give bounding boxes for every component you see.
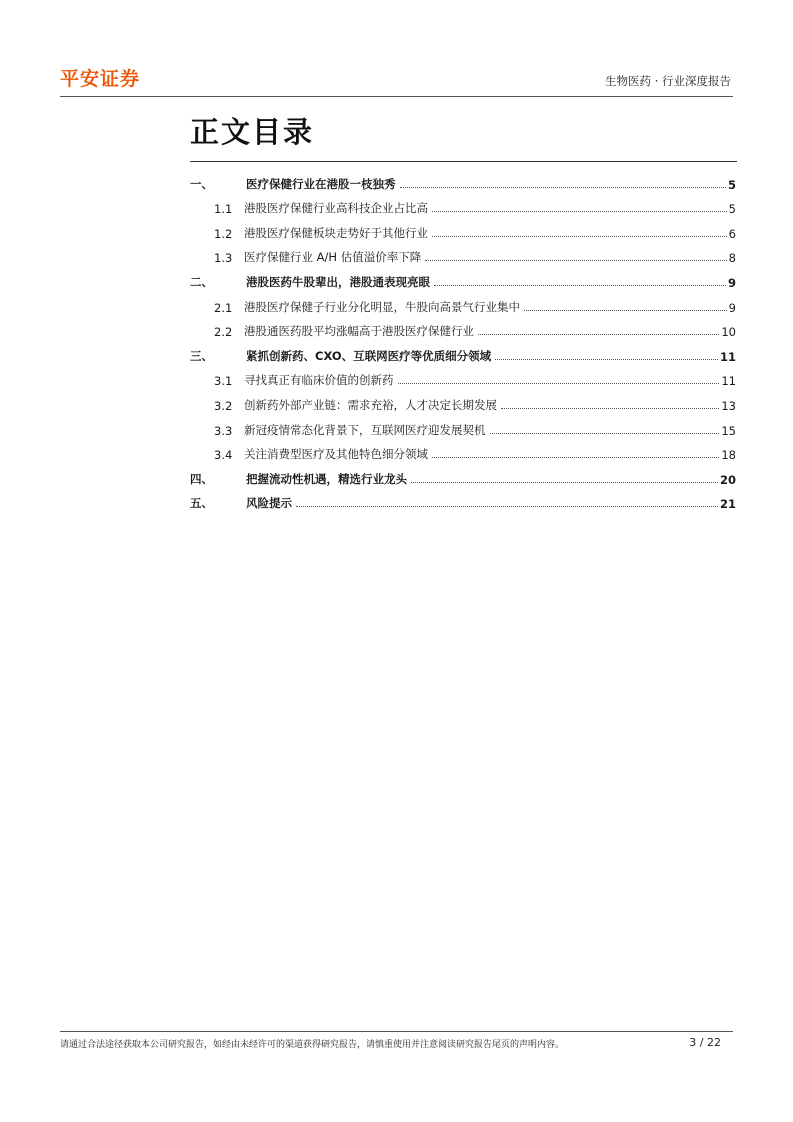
toc-entry-title: 医疗保健行业在港股一枝独秀 — [246, 176, 396, 191]
toc-entry-title: 港股通医药股平均涨幅高于港股医疗保健行业 — [244, 324, 474, 339]
toc-entry-number: 二、 — [190, 274, 213, 289]
toc-entry-page: 20 — [719, 472, 736, 487]
toc-dot-leader — [495, 358, 718, 360]
toc-section-entry[interactable] — [190, 364, 736, 389]
toc-section-entry[interactable] — [190, 438, 736, 463]
toc-entry-number: 五、 — [190, 496, 213, 511]
toc-entry-number: 2.2 — [214, 325, 233, 340]
toc-dot-leader — [296, 505, 718, 507]
toc-entry-number: 3.4 — [214, 448, 233, 463]
toc-entry-title: 关注消费型医疗及其他特色细分领域 — [244, 447, 428, 462]
table-of-contents — [190, 167, 736, 511]
toc-entry-number: 四、 — [190, 471, 213, 486]
toc-entry-title: 港股医疗保健板块走势好于其他行业 — [244, 225, 428, 240]
toc-entry-page: 5 — [727, 177, 736, 192]
toc-entry-page: 18 — [721, 448, 736, 463]
toc-entry-page: 10 — [721, 325, 736, 340]
toc-entry-title: 创新药外部产业链：需求充裕，人才决定长期发展 — [244, 397, 497, 412]
toc-dot-leader — [411, 481, 718, 483]
toc-section-entry[interactable] — [190, 388, 736, 413]
toc-entry-page: 13 — [721, 398, 736, 413]
toc-entry-page: 6 — [728, 226, 736, 241]
toc-section-entry[interactable] — [190, 315, 736, 340]
toc-entry-page: 9 — [728, 300, 736, 315]
toc-entry-title: 港股医药牛股辈出，港股通表现亮眼 — [246, 274, 430, 289]
toc-entry-number: 1.2 — [214, 226, 233, 241]
toc-dot-leader — [501, 407, 719, 409]
toc-entry-page: 21 — [719, 497, 736, 512]
toc-dot-leader — [400, 186, 726, 188]
toc-entry-number: 3.3 — [214, 423, 233, 438]
toc-dot-leader — [478, 333, 719, 335]
toc-entry-number: 三、 — [190, 348, 213, 363]
toc-dot-leader — [432, 456, 719, 458]
toc-entry-number: 3.2 — [214, 398, 233, 413]
toc-section-entry[interactable] — [190, 192, 736, 217]
header-divider — [60, 96, 733, 97]
toc-entry-page: 9 — [727, 275, 736, 290]
toc-entry-number: 1.3 — [214, 251, 233, 266]
toc-entry-number: 1.1 — [214, 202, 233, 217]
toc-entry-title: 医疗保健行业 A/H 估值溢价率下降 — [244, 250, 422, 265]
toc-entry-number: 2.1 — [214, 300, 233, 315]
toc-chapter-entry[interactable] — [190, 339, 736, 364]
toc-entry-page: 5 — [728, 202, 736, 217]
toc-dot-leader — [425, 259, 726, 261]
toc-section-entry[interactable] — [190, 216, 736, 241]
toc-chapter-entry[interactable] — [190, 462, 736, 487]
toc-chapter-entry[interactable] — [190, 167, 736, 192]
toc-entry-title: 风险提示 — [246, 496, 292, 511]
toc-entry-title: 港股医疗保健行业高科技企业占比高 — [244, 201, 428, 216]
toc-entry-page: 8 — [728, 251, 736, 266]
toc-entry-page: 11 — [719, 349, 736, 364]
toc-entry-title: 港股医疗保健子行业分化明显，牛股向高景气行业集中 — [244, 299, 520, 314]
toc-dot-leader — [432, 210, 727, 212]
toc-top-divider — [190, 161, 737, 162]
toc-section-entry[interactable] — [190, 290, 736, 315]
toc-chapter-entry[interactable] — [190, 265, 736, 290]
toc-entry-title: 把握流动性机遇，精选行业龙头 — [246, 471, 407, 486]
footer-divider — [60, 1031, 733, 1032]
footer-disclaimer: 请通过合法途径获取本公司研究报告，如经由未经许可的渠道获得研究报告，请慎重使用并注意阅读研究报告尾页的声明内容。 — [60, 1040, 565, 1050]
page-title: 正文目录 — [190, 115, 315, 149]
toc-dot-leader — [524, 309, 727, 311]
toc-section-entry[interactable] — [190, 241, 736, 266]
report-category: 生物医药 · 行业深度报告 — [605, 74, 731, 88]
toc-dot-leader — [432, 235, 727, 237]
toc-entry-page: 15 — [721, 423, 736, 438]
toc-entry-title: 寻找真正有临床价值的创新药 — [244, 373, 394, 388]
toc-dot-leader — [398, 382, 720, 384]
toc-chapter-entry[interactable] — [190, 487, 736, 512]
toc-section-entry[interactable] — [190, 413, 736, 438]
toc-entry-title: 新冠疫情常态化背景下，互联网医疗迎发展契机 — [244, 422, 486, 437]
toc-entry-title: 紧抓创新药、CXO、互联网医疗等优质细分领域 — [246, 348, 492, 363]
page-number: 3 / 22 — [689, 1036, 721, 1049]
company-logo: 平安证券 — [60, 68, 141, 90]
toc-entry-number: 3.1 — [214, 374, 233, 389]
toc-entry-page: 11 — [721, 374, 736, 389]
toc-dot-leader — [490, 432, 720, 434]
toc-entry-number: 一、 — [190, 176, 213, 191]
toc-dot-leader — [434, 284, 726, 286]
